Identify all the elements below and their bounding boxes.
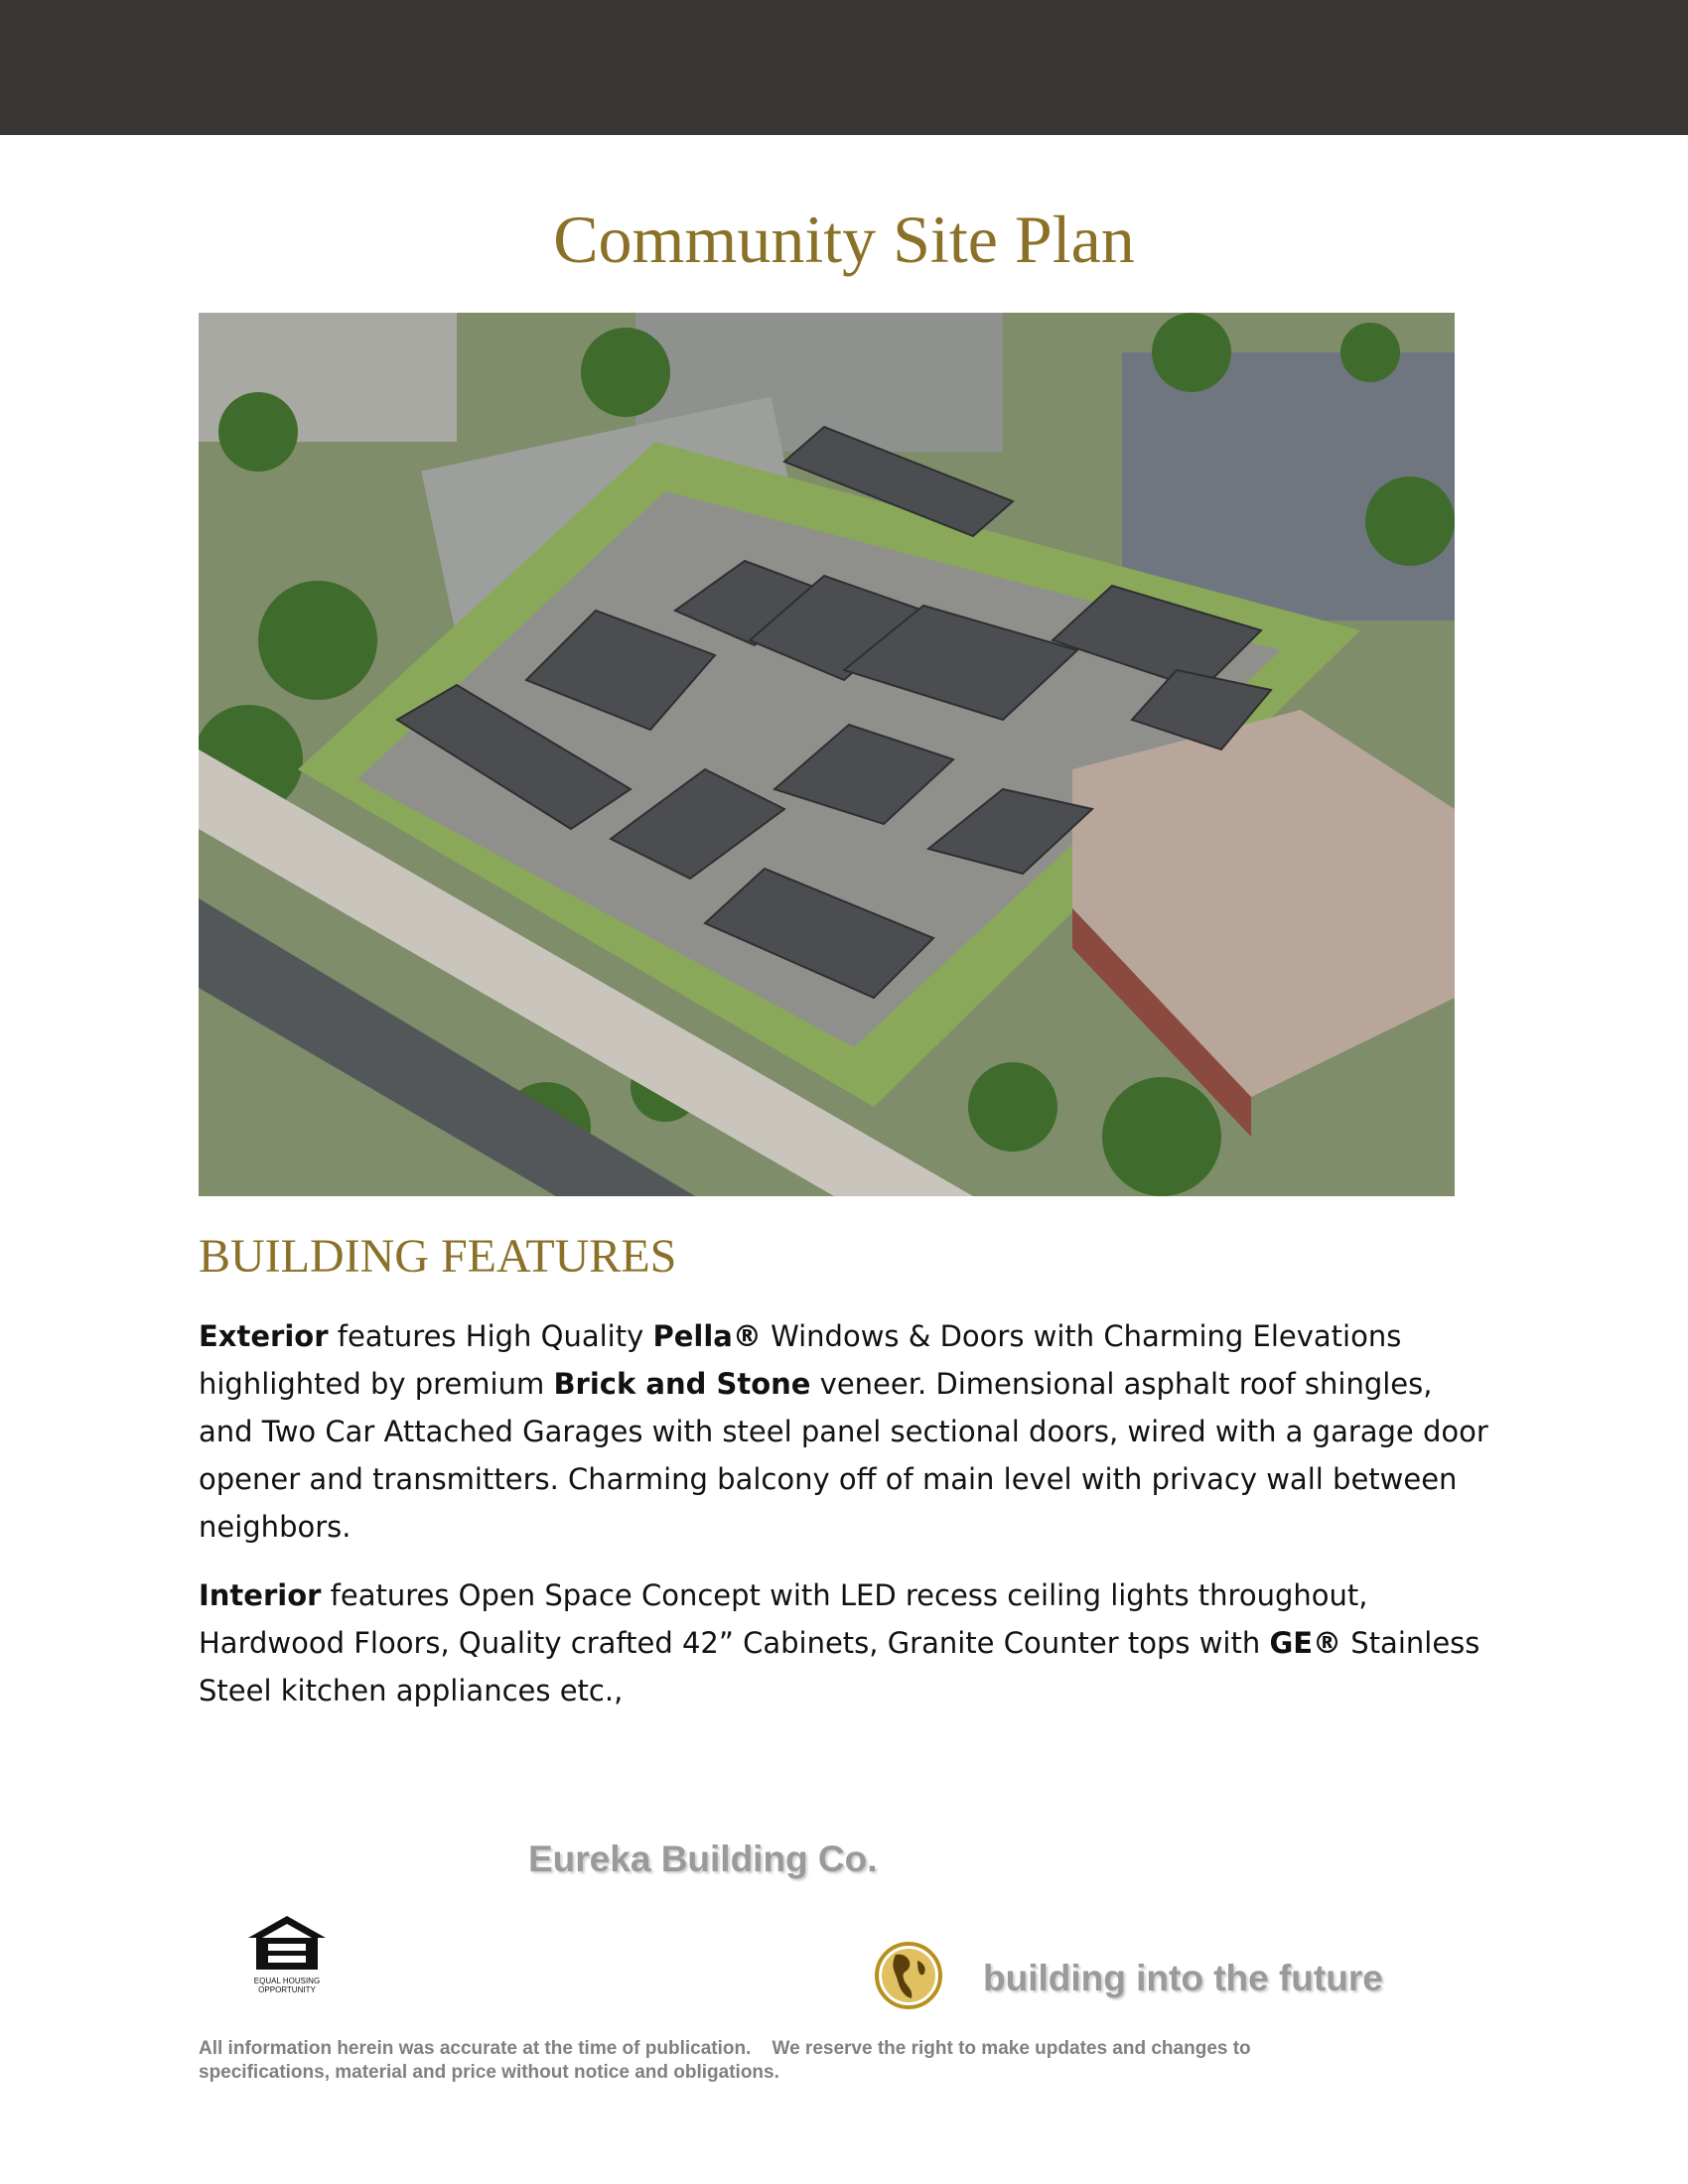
globe-icon (874, 1941, 943, 2010)
disclaimer: All information herein was accurate at the time of publication. We reserve the right to make updates and changes to specifications, material and price without notice and obligations. (199, 2038, 1251, 2083)
pella-brand: Pella® (652, 1319, 762, 1353)
aerial-site-rendering-icon (199, 313, 1455, 1196)
page-title: Community Site Plan (553, 202, 1135, 277)
exterior-text-3: veneer. Dimensional asphalt roof shingles, and Two Car Attached Garages with steel panel sectional doors, wired with a garage door opener and transmitters. Charming balcony off of main level with privacy wall between neighbors. (199, 1367, 1488, 1544)
interior-label: Interior (199, 1578, 322, 1612)
tagline: building into the future (983, 1958, 1383, 1998)
eho-line-2: OPPORTUNITY (258, 1985, 316, 1994)
exterior-label: Exterior (199, 1319, 329, 1353)
section-heading: BUILDING FEATURES (199, 1230, 677, 1283)
globe-logo (874, 1941, 943, 2010)
top-banner (0, 0, 1688, 135)
equal-housing-house-icon (246, 1914, 328, 1972)
interior-text-1: features Open Space Concept with LED recess ceiling lights throughout, Hardwood Floors, Quality crafted 42” Cabinets, Granite Counter tops with (199, 1578, 1368, 1660)
interior-text-2: Stainless Steel kitchen appliances etc., (199, 1626, 1480, 1707)
exterior-text-1: features High Quality (328, 1319, 653, 1353)
ge-brand: GE® (1269, 1626, 1342, 1660)
eho-line-1: EQUAL HOUSING (253, 1977, 321, 1985)
company-name: Eureka Building Co. (528, 1839, 878, 1879)
exterior-paragraph (199, 1312, 1489, 1551)
exterior-text-2: Windows & Doors with Charming Elevations highlighted by premium (199, 1319, 1402, 1401)
interior-paragraph (199, 1571, 1489, 1714)
brick-stone-text: Brick and Stone (553, 1367, 811, 1401)
equal-housing-logo (246, 1914, 328, 1994)
site-plan-image (199, 313, 1455, 1196)
